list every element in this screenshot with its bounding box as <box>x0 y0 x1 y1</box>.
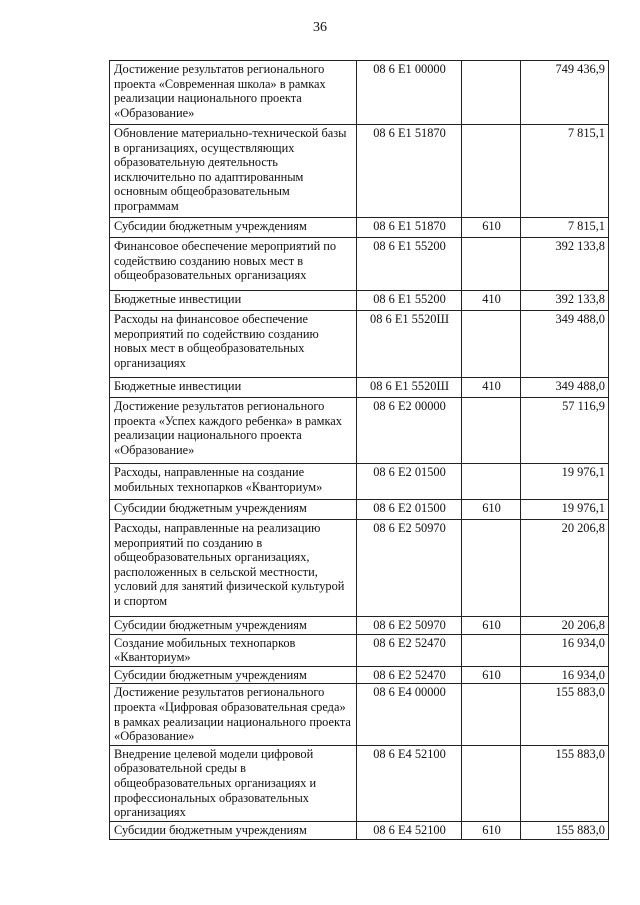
row-name: Субсидии бюджетным учреждениям <box>110 500 357 520</box>
row-sum: 349 488,0 <box>521 378 609 398</box>
row-expense-type: 610 <box>462 500 521 520</box>
table-row <box>110 218 609 238</box>
page-number: 36 <box>313 20 327 35</box>
row-sum: 16 934,0 <box>521 634 609 666</box>
row-sum: 155 883,0 <box>521 684 609 745</box>
row-sum: 16 934,0 <box>521 666 609 684</box>
row-name: Достижение результатов регионального проекта «Современная школа» в рамках реализации национального проекта «Образование» <box>110 61 357 125</box>
row-code: 08 6 E1 51870 <box>357 125 462 218</box>
table-row <box>110 61 609 125</box>
row-expense-type <box>462 520 521 617</box>
row-sum: 19 976,1 <box>521 464 609 500</box>
table-row <box>110 238 609 291</box>
table-row <box>110 745 609 821</box>
row-expense-type: 610 <box>462 617 521 635</box>
table-row <box>110 311 609 378</box>
row-code: 08 6 E1 55200 <box>357 291 462 311</box>
row-expense-type <box>462 311 521 378</box>
row-name: Бюджетные инвестиции <box>110 291 357 311</box>
row-sum: 749 436,9 <box>521 61 609 125</box>
table-row <box>110 666 609 684</box>
table-row <box>110 125 609 218</box>
row-expense-type: 410 <box>462 378 521 398</box>
row-expense-type <box>462 125 521 218</box>
row-expense-type <box>462 61 521 125</box>
row-code: 08 6 E1 00000 <box>357 61 462 125</box>
row-code: 08 6 E2 00000 <box>357 398 462 464</box>
row-name: Создание мобильных технопарков «Кванториум» <box>110 634 357 666</box>
row-code: 08 6 E2 52470 <box>357 666 462 684</box>
row-name: Субсидии бюджетным учреждениям <box>110 821 357 839</box>
row-sum: 7 815,1 <box>521 218 609 238</box>
row-expense-type: 410 <box>462 291 521 311</box>
row-code: 08 6 E2 52470 <box>357 634 462 666</box>
row-name: Внедрение целевой модели цифровой образовательной среды в общеобразовательных организациях и профессиональных образовательных организациях <box>110 745 357 821</box>
row-sum: 155 883,0 <box>521 821 609 839</box>
row-sum: 155 883,0 <box>521 745 609 821</box>
row-code: 08 6 E2 50970 <box>357 617 462 635</box>
row-code: 08 6 E2 50970 <box>357 520 462 617</box>
row-code: 08 6 E2 01500 <box>357 464 462 500</box>
row-name: Обновление материально-технической базы в организациях, осуществляющих образовательную деятельность исключительно по адаптированным основным общеобразовательным программам <box>110 125 357 218</box>
row-name: Расходы на финансовое обеспечение мероприятий по содействию созданию новых мест в общеобразовательных организациях <box>110 311 357 378</box>
row-name: Достижение результатов регионального проекта «Успех каждого ребенка» в рамках реализации национального проекта «Образование» <box>110 398 357 464</box>
row-name: Достижение результатов регионального проекта «Цифровая образовательная среда» в рамках реализации национального проекта «Образование» <box>110 684 357 745</box>
table-row <box>110 398 609 464</box>
row-expense-type: 610 <box>462 821 521 839</box>
row-name: Расходы, направленные на создание мобильных технопарков «Кванториум» <box>110 464 357 500</box>
table-row <box>110 378 609 398</box>
row-sum: 19 976,1 <box>521 500 609 520</box>
row-sum: 349 488,0 <box>521 311 609 378</box>
row-name: Бюджетные инвестиции <box>110 378 357 398</box>
row-name: Расходы, направленные на реализацию мероприятий по созданию в общеобразовательных организациях, расположенных в сельской местности, условий для занятий физической культурой и спортом <box>110 520 357 617</box>
table-row <box>110 684 609 745</box>
row-sum: 392 133,8 <box>521 291 609 311</box>
row-expense-type <box>462 684 521 745</box>
row-expense-type <box>462 398 521 464</box>
budget-table-body <box>110 61 609 840</box>
row-expense-type <box>462 238 521 291</box>
row-sum: 7 815,1 <box>521 125 609 218</box>
row-name: Субсидии бюджетным учреждениям <box>110 666 357 684</box>
table-row <box>110 464 609 500</box>
row-sum: 20 206,8 <box>521 520 609 617</box>
table-row <box>110 617 609 635</box>
row-code: 08 6 E2 01500 <box>357 500 462 520</box>
row-expense-type <box>462 464 521 500</box>
table-row <box>110 634 609 666</box>
row-expense-type <box>462 634 521 666</box>
row-expense-type: 610 <box>462 666 521 684</box>
row-code: 08 6 E1 55200 <box>357 238 462 291</box>
row-code: 08 6 E4 00000 <box>357 684 462 745</box>
row-sum: 57 116,9 <box>521 398 609 464</box>
row-name: Финансовое обеспечение мероприятий по содействию созданию новых мест в общеобразовательных организациях <box>110 238 357 291</box>
table-row <box>110 520 609 617</box>
table-row <box>110 821 609 839</box>
row-expense-type: 610 <box>462 218 521 238</box>
row-name: Субсидии бюджетным учреждениям <box>110 218 357 238</box>
row-code: 08 6 E4 52100 <box>357 821 462 839</box>
row-expense-type <box>462 745 521 821</box>
row-name: Субсидии бюджетным учреждениям <box>110 617 357 635</box>
row-code: 08 6 E1 5520Ш <box>357 311 462 378</box>
row-code: 08 6 E1 51870 <box>357 218 462 238</box>
table-row <box>110 291 609 311</box>
table-row <box>110 500 609 520</box>
row-sum: 20 206,8 <box>521 617 609 635</box>
budget-table <box>109 60 609 840</box>
row-sum: 392 133,8 <box>521 238 609 291</box>
row-code: 08 6 E1 5520Ш <box>357 378 462 398</box>
row-code: 08 6 E4 52100 <box>357 745 462 821</box>
